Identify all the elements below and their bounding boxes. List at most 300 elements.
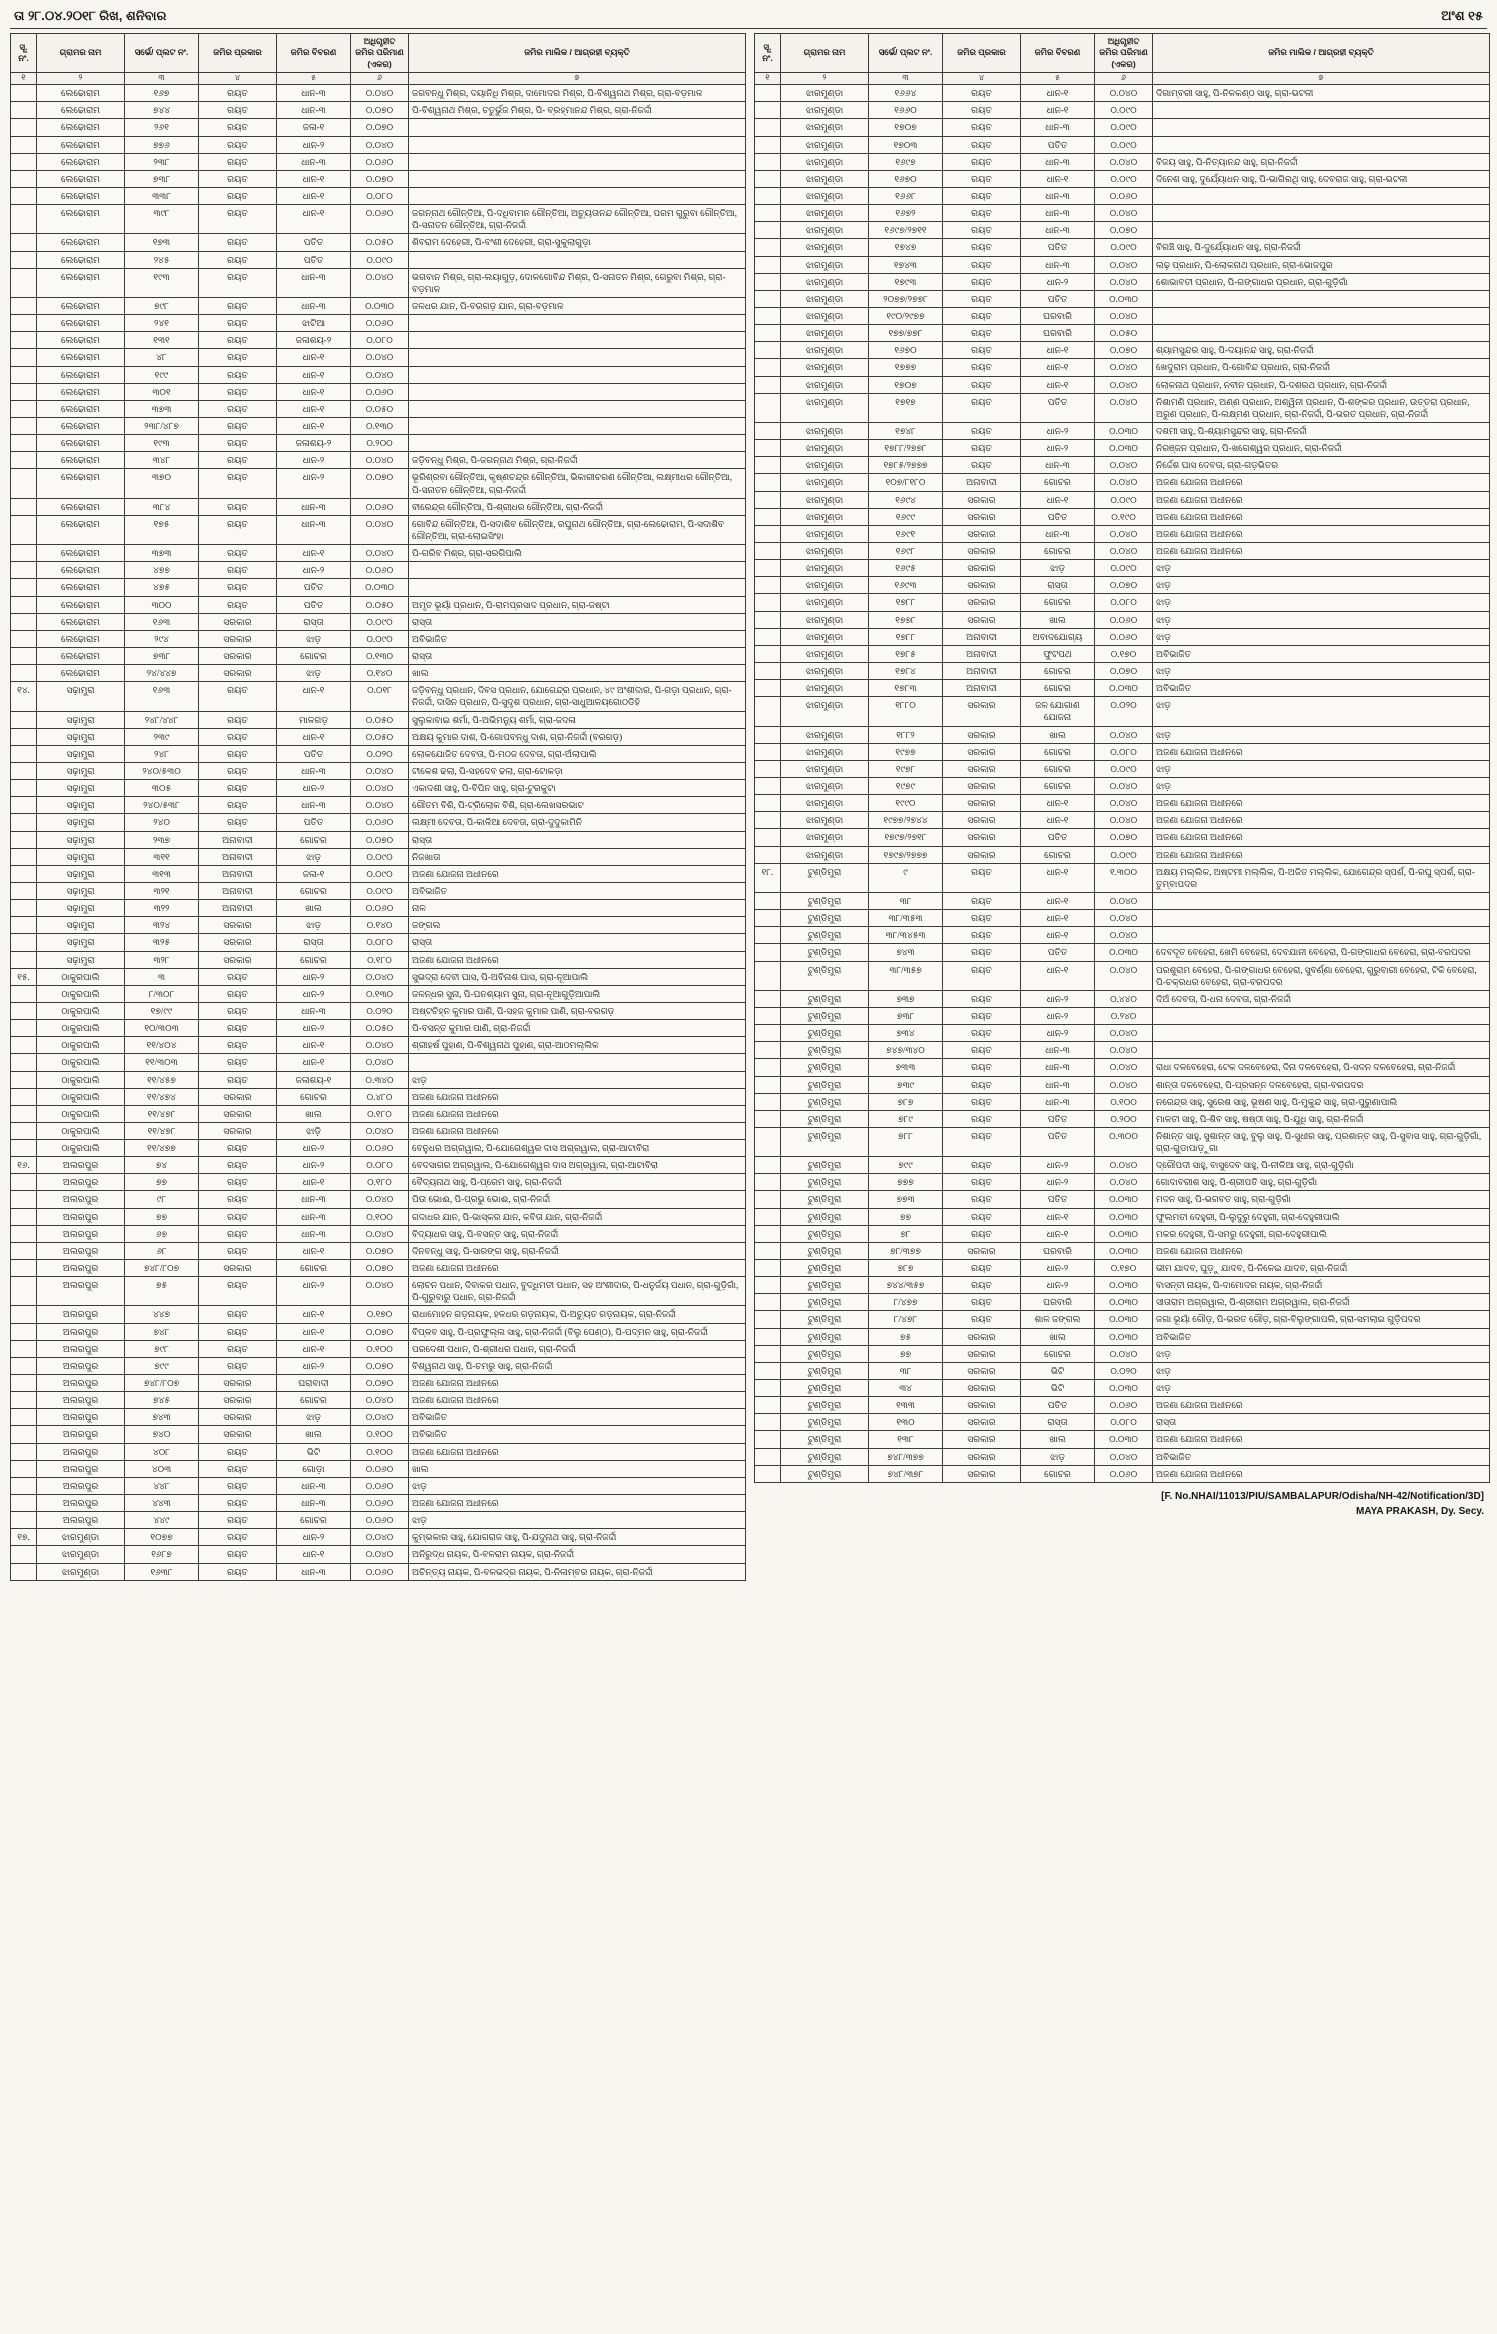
table-row [11, 383, 746, 400]
land-type: ରୟତ [943, 1076, 1021, 1093]
survey-plot-no: ୧୬୭୨ [869, 205, 943, 222]
owner-name: ଅଜଣା ଯୋଜନା ଅଧୀନରେ [1153, 508, 1490, 525]
village-name: ଟୁଣ୍ଡିମୁରା [781, 990, 869, 1007]
land-type: ରୟତ [199, 728, 277, 745]
land-type: ଅନାବାଦୀ [943, 628, 1021, 645]
village-name: ଅଲରପୁର [37, 1426, 125, 1443]
table-row [11, 951, 746, 968]
acquired-area: ୦.୨୦୦ [1095, 1110, 1153, 1127]
village-name: ଟୁଣ୍ଡିମୁରା [781, 1345, 869, 1362]
land-type: ରୟତ [943, 188, 1021, 205]
owner-name: ଶିବରାମ ଦେହେରୀ, ପି-ବଂଶୀ ଦେହେରୀ, ଗ୍ରା-ସୁକୁଲାଗୁଡ଼ା [409, 234, 746, 251]
land-description: ରାସ୍ତା [1021, 1414, 1095, 1431]
land-description: ଜଳାଶୟ-୨ [277, 332, 351, 349]
sl-no [755, 393, 781, 422]
owner-name: ଲୋକଯୋଜିତ ଦେବତା, ପି-ମଠଜ ଦେବତା, ଗ୍ରା-ଅଁଲାପାଲି [409, 745, 746, 762]
acquired-area: ୦.୦୯୦ [1095, 136, 1153, 153]
owner-name [1153, 119, 1490, 136]
land-description: ରାସ୍ତା [277, 934, 351, 951]
survey-plot-no: ୨୪୦/୫୩୦ [125, 762, 199, 779]
owner-name [1153, 205, 1490, 222]
sl-no [11, 153, 37, 170]
survey-plot-no: ୧୬୯୭/୨୭୧୧ [869, 222, 943, 239]
land-description: ଧାନ-୧ [277, 205, 351, 234]
land-description: ଗୋଚର [1021, 662, 1095, 679]
sl-no [11, 579, 37, 596]
survey-plot-no: ୧୭୧୭ [869, 393, 943, 422]
acquired-area: ୦.୦୪୦ [351, 1546, 409, 1563]
village-name: ଟୁଣ୍ଡିମୁରା [781, 1311, 869, 1328]
owner-name [1153, 1042, 1490, 1059]
village-name: ଟୁଣ୍ଡିମୁରା [781, 1431, 869, 1448]
table-row [11, 780, 746, 797]
survey-plot-no: ୭୩୯ [869, 1076, 943, 1093]
owner-name [409, 332, 746, 349]
land-type: ସରକାର [199, 1375, 277, 1392]
land-description: ଧାନ-୧ [277, 1546, 351, 1563]
table-row [755, 1380, 1490, 1397]
land-description: ଘରବାରି [1021, 325, 1095, 342]
table-row [11, 298, 746, 315]
table-row [755, 829, 1490, 846]
village-name: ଝାରମୁଣ୍ଡା [781, 342, 869, 359]
table-row [11, 814, 746, 831]
sl-no [11, 498, 37, 515]
survey-plot-no: ୭୩୮ [869, 1007, 943, 1024]
acquired-area: ୦.୦୪୦ [1095, 910, 1153, 927]
sl-no [755, 102, 781, 119]
land-description: ଧାନ-୨ [1021, 990, 1095, 1007]
table-row [755, 1110, 1490, 1127]
village-name: ସଢ଼ାମୁରା [37, 682, 125, 711]
acquired-area: ୦.୦୭୦ [1095, 222, 1153, 239]
village-name: ଝାରମୁଣ୍ଡା [781, 85, 869, 102]
owner-name: ମାଳତୀ ସାହୁ, ପି-ଶିବ ସାହୁ, ଷଷ୍ଠୀ ସାହୁ, ପି-ଯୁଧି ସାହୁ, ଗ୍ରା-ନିଜର୍ଦ୍ଦୀ [1153, 1110, 1490, 1127]
land-description: ଝାଡ଼ [1021, 560, 1095, 577]
sl-no [755, 1059, 781, 1076]
village-name: ଝାରମୁଣ୍ଡା [781, 628, 869, 645]
owner-name: ଖାଲ [409, 665, 746, 682]
land-type: ରୟତ [199, 1140, 277, 1157]
table-row [11, 1277, 746, 1306]
survey-plot-no: ୪୮ [125, 349, 199, 366]
land-type: ସରକାର [943, 577, 1021, 594]
table-row [755, 1414, 1490, 1431]
sl-no [755, 697, 781, 726]
village-name: ଅଲରପୁର [37, 1375, 125, 1392]
owner-name: ପି-ବିଶ୍ୱନାଥ ମିଶ୍ର, ଚତୁର୍ଭୁଜ ମିଶ୍ର, ପି- ବ୍ରହ୍ମାନନ୍ଦ ମିଶ୍ର, ଗ୍ରା-ନିଜର୍ଦ୍ଦୀ [409, 102, 746, 119]
sl-no [755, 1076, 781, 1093]
acquired-area: ୦.୦୪୦ [1095, 1448, 1153, 1465]
table-row [755, 376, 1490, 393]
village-name: ଅଲରପୁର [37, 1460, 125, 1477]
acquired-area: ୦.୧୭୦ [1095, 645, 1153, 662]
owner-name: ଝାଡ଼ [1153, 760, 1490, 777]
land-description: ଧାନ-୧ [1021, 102, 1095, 119]
land-description: ଧାନ-୧ [277, 1054, 351, 1071]
table-row [755, 440, 1490, 457]
land-description: ଧାନ-୨ [277, 136, 351, 153]
village-name: ଝାରମୁଣ୍ଡା [781, 440, 869, 457]
land-description: ଶାଳ ଜଙ୍ଗଲ [1021, 1311, 1095, 1328]
sl-no [11, 400, 37, 417]
survey-plot-no: ୧୭୮୫/୨୭୭୭ [869, 457, 943, 474]
survey-plot-no: ୭୫ [869, 1328, 943, 1345]
survey-plot-no: ୭୩୮ [125, 170, 199, 187]
acquired-area: ୦.୦୭୦ [351, 1323, 409, 1340]
owner-name: ଝାଡ଼ [1153, 662, 1490, 679]
acquired-area: ୦.୩୪୦ [351, 1071, 409, 1088]
table-row [11, 1529, 746, 1546]
survey-plot-no: ୧୩୩ [869, 1397, 943, 1414]
village-name: ଅଲରପୁର [37, 1157, 125, 1174]
sl-no [11, 630, 37, 647]
owner-name: ଅଜଣା ଯୋଜନା ଅଧୀନରେ [409, 865, 746, 882]
owner-name: ରାସ୍ତା [409, 831, 746, 848]
village-name: ଠାକୁରପାଲି [37, 1037, 125, 1054]
village-name: ଲେଢୋରାମ [37, 613, 125, 630]
sl-no [755, 153, 781, 170]
land-type: ରୟତ [943, 273, 1021, 290]
survey-plot-no: ୨୯୪ [125, 630, 199, 647]
land-type: ରୟତ [199, 153, 277, 170]
village-name: ଝାରମୁଣ୍ଡା [781, 491, 869, 508]
acquired-area: ୦.୦୫୦ [351, 400, 409, 417]
acquired-area: ୦.୦୯୦ [351, 865, 409, 882]
acquired-area: ୦.୦୨୦ [1095, 697, 1153, 726]
survey-plot-no: ୭୪୪ [125, 102, 199, 119]
acquired-area: ୦.୦୭୦ [351, 1260, 409, 1277]
table-row [11, 1140, 746, 1157]
land-description: ପତିତ [1021, 1110, 1095, 1127]
sl-no [11, 1174, 37, 1191]
land-description: ଧାନ-୩ [277, 268, 351, 297]
table-row [755, 560, 1490, 577]
survey-plot-no: ୧୬୯୮ [869, 543, 943, 560]
acquired-area: ୦.୦୯୦ [1095, 560, 1153, 577]
owner-name: ଭୀମ ଯାଦବ, ଘୁଡ଼ୁ ଯାଦବ, ପି-ନିଳେଇ ଯାଦବ, ଗ୍ରା-ନିଜର୍ଦ୍ଦୀ [1153, 1260, 1490, 1277]
table-row [11, 251, 746, 268]
land-type: ରୟତ [943, 1260, 1021, 1277]
sl-no [11, 728, 37, 745]
land-description: ପତିତ [1021, 508, 1095, 525]
sl-no [755, 508, 781, 525]
survey-plot-no: ୧୭୭୭ [869, 359, 943, 376]
sl-no [755, 290, 781, 307]
village-name: ଝାରମୁଣ୍ଡା [781, 543, 869, 560]
owner-name [1153, 910, 1490, 927]
land-type: ରୟତ [943, 1110, 1021, 1127]
sl-no [11, 251, 37, 268]
acquired-area: ୦.୦୪୦ [351, 85, 409, 102]
acquired-area: ୦.୦୯୦ [351, 630, 409, 647]
owner-name: ଅବିଭାଜିତ [1153, 680, 1490, 697]
owner-name: ଝାଡ଼ [1153, 1345, 1490, 1362]
land-type: ରୟତ [943, 136, 1021, 153]
land-description: ଧାନ-୩ [1021, 457, 1095, 474]
survey-plot-no: ୭୯୮ [125, 298, 199, 315]
land-type: ରୟତ [199, 682, 277, 711]
table-row [755, 205, 1490, 222]
land-description: ଜଳା-୧ [277, 865, 351, 882]
table-row [11, 1157, 746, 1174]
village-name: ସଢ଼ାମୁରା [37, 831, 125, 848]
land-type: ସରକାର [943, 795, 1021, 812]
table-row [11, 1054, 746, 1071]
land-type: ରୟତ [943, 1157, 1021, 1174]
sl-no [11, 951, 37, 968]
survey-plot-no: ୧୭୦୩ [869, 136, 943, 153]
land-description: ଧାନ-୨ [277, 968, 351, 985]
table-row [11, 1512, 746, 1529]
column-number: ୭ [1153, 73, 1490, 85]
land-type: ସରକାର [943, 829, 1021, 846]
village-name: ଝାରମୁଣ୍ଡା [37, 1563, 125, 1580]
land-description: ଘରବାରି [1021, 308, 1095, 325]
land-description: ଧାନ-୨ [277, 469, 351, 498]
acquired-area: ୦.୦୫୦ [351, 728, 409, 745]
land-description: ଗୋଚର [1021, 680, 1095, 697]
acquired-area: ୦.୧୭୦ [1095, 1260, 1153, 1277]
acquired-area: ୦.୦୨୦ [1095, 1362, 1153, 1379]
survey-plot-no: ୭୭୭ [869, 1174, 943, 1191]
village-name: ଝାରମୁଣ୍ଡା [781, 423, 869, 440]
sl-no [755, 1225, 781, 1242]
village-name: ସଢ଼ାମୁରା [37, 745, 125, 762]
village-name: ଟୁଣ୍ଡିମୁରା [781, 1260, 869, 1277]
survey-plot-no: ୪୦୩ [125, 1460, 199, 1477]
table-row [755, 944, 1490, 961]
table-row [11, 1037, 746, 1054]
owner-name: ଜଗା ଭୂୟାଁ ଗୌଡ଼, ପି-ଭରତ ଗୌଡ଼, ଗ୍ରା-ବିଲୁଙ୍ଗାପଲି, ଗ୍ରା-ସମଲାଇ ଗୁଡ଼ିପଦର [1153, 1311, 1490, 1328]
table-row [755, 697, 1490, 726]
sl-no [755, 1174, 781, 1191]
owner-name: ଦିଗାମ୍ବରୀ ସାହୁ, ପି-ନିଳକଣ୍ଠ ସାହୁ, ଗ୍ରା-ଭଟଳୀ [1153, 85, 1490, 102]
sl-no [11, 1037, 37, 1054]
acquired-area: ୦.୨୪୦ [1095, 1007, 1153, 1024]
land-type: ସରକାର [943, 594, 1021, 611]
table-row [11, 1002, 746, 1019]
sl-no [11, 1191, 37, 1208]
sl-no [11, 848, 37, 865]
sl-no [11, 545, 37, 562]
land-description: ଗୋଚର [277, 647, 351, 664]
village-name: ଟୁଣ୍ଡିମୁରା [781, 1294, 869, 1311]
acquired-area: ୦.୦୪୦ [1095, 726, 1153, 743]
village-name: ଲେଢୋରାମ [37, 545, 125, 562]
table-row [11, 1477, 746, 1494]
survey-plot-no: ୭୭୩ [869, 1191, 943, 1208]
acquired-area: ୦.୦୪୦ [1095, 393, 1153, 422]
sl-no [11, 119, 37, 136]
column-header: ଜମିର ବିବରଣ [277, 34, 351, 73]
village-name: ଝାରମୁଣ୍ଡା [781, 102, 869, 119]
sl-no [755, 560, 781, 577]
owner-name: ଅବିଭାଜିତ [409, 630, 746, 647]
land-description: ଗୋଚର [1021, 1345, 1095, 1362]
table-row [755, 1362, 1490, 1379]
village-name: ସଢ଼ାମୁରା [37, 934, 125, 951]
land-description: ଧାନ-୧ [277, 383, 351, 400]
owner-name: ଅଜଣା ଯୋଜନା ଅଧୀନରେ [1153, 474, 1490, 491]
sl-no [755, 1448, 781, 1465]
survey-plot-no: ୭୪୮/୮୦୭ [125, 1375, 199, 1392]
owner-name: ଜଡ଼ିବନ୍ଧୁ ମିଶ୍ର, ପି-ଜଗନ୍ନାଥ ମିଶ୍ର, ଗ୍ରା-ନିଜର୍ଦ୍ଦୀ [409, 452, 746, 469]
land-description: ଧାନ-୩ [277, 1495, 351, 1512]
survey-plot-no: ୧୬୭ [125, 85, 199, 102]
owner-name: ନରେନ୍ଦ୍ର ସାହୁ, ସୁରେଶ ସାହୁ, ଭୂଷଣ ସାହୁ, ପି-ମୁକୁନ୍ଦ ସାହୁ, ଗ୍ରା-ପୁରୁଣାପାଲି [1153, 1093, 1490, 1110]
village-name: ଝାରମୁଣ୍ଡା [781, 812, 869, 829]
owner-name: ଅଜଣା ଯୋଜନା ଅଧୀନରେ [409, 1375, 746, 1392]
survey-plot-no: ୧୯୯ [125, 366, 199, 383]
owner-name: ନିଶାମଣି ପ୍ରଧାନ, ଅଣ୍ଣ ପ୍ରଧାନ, ଅଶ୍ୱିନୀ ପ୍ରଧାନ, ପି-ଶଙ୍କର ପ୍ରଧାନ, ଉତ୍ତରା ପ୍ରଧାନ, ଅରୁଣ ପ୍ରଧାନ, ପି-ଲକ୍ଷ୍ମଣ ପ୍ରଧାନ, ଗ୍ରା-ନିଜର୍ଦ୍ଦୀ, ପି-ଭରତ ପ୍ରଧାନ, ଗ୍ରା-ନିଜର୍ଦ୍ଦୀ [1153, 393, 1490, 422]
sl-no [11, 102, 37, 119]
land-description: ଧାନ-୧ [277, 188, 351, 205]
village-name: ଟୁଣ୍ଡିମୁରା [781, 944, 869, 961]
survey-plot-no: ୭୮୭ [869, 1260, 943, 1277]
land-type: ରୟତ [943, 119, 1021, 136]
land-type: ରୟତ [943, 910, 1021, 927]
table-row [11, 797, 746, 814]
sl-no [11, 1260, 37, 1277]
land-type: ସରକାର [199, 1088, 277, 1105]
land-type: ରୟତ [199, 579, 277, 596]
land-description: ଧାନ-୧ [277, 1340, 351, 1357]
table-row [11, 917, 746, 934]
sl-no [755, 944, 781, 961]
owner-name: ଭୂରିଶ୍ରବା ଗୌନ୍ତିଆ, କୃଷ୍ଣଚନ୍ଦ୍ର ଗୌନ୍ତିଆ, ଭିକାରୀଚରଣ ଗୌନ୍ତିଆ, ଲକ୍ଷ୍ମୀଧର ଗୌନ୍ତିଆ, ପି-ସନାତନ ଗୌନ୍ତିଆ, ଗ୍ରା-ନିଜର୍ଦ୍ଦୀ [409, 469, 746, 498]
table-row [755, 812, 1490, 829]
sl-no [755, 892, 781, 909]
acquired-area: ୦.୦୪୦ [1095, 927, 1153, 944]
land-type: ରୟତ [199, 545, 277, 562]
table-row [11, 900, 746, 917]
table-row [11, 1563, 746, 1580]
survey-plot-no: ୭୪୩ [125, 1409, 199, 1426]
survey-plot-no: ୧୯୭୭/୨୭୪୪ [869, 812, 943, 829]
land-type: ରୟତ [199, 1002, 277, 1019]
land-description: ପତିତ [1021, 393, 1095, 422]
table-row [11, 1306, 746, 1323]
sl-no [755, 543, 781, 560]
acquired-area: ୦.୦୪୦ [1095, 376, 1153, 393]
owner-name: ବିଜୟ ସାହୁ, ପି-ନିତ୍ୟାନନ୍ଦ ସାହୁ, ଗ୍ରା-ନିଜର୍ଦ୍ଦୀ [1153, 153, 1490, 170]
village-name: ଟୁଣ୍ଡିମୁରା [781, 1465, 869, 1482]
land-description: ଧାନ-୩ [1021, 119, 1095, 136]
sl-no [11, 383, 37, 400]
acquired-area: ୦.୦୯୦ [1095, 491, 1153, 508]
village-name: ଲେଢୋରାମ [37, 349, 125, 366]
land-type: ସରକାର [943, 1448, 1021, 1465]
owner-name: ଝାଡ଼ [1153, 777, 1490, 794]
land-description: ଜଳ ଯୋଗାଣ ଯୋଜନା [1021, 697, 1095, 726]
sl-no [755, 760, 781, 777]
survey-plot-no: ୭୮୭ [869, 1093, 943, 1110]
village-name: ଲେଢୋରାମ [37, 315, 125, 332]
sl-no [11, 1105, 37, 1122]
land-description: ଗୋଡ଼ା [277, 1460, 351, 1477]
acquired-area: ୧.୩୦୦ [1095, 863, 1153, 892]
owner-name: ରାସ୍ତା [409, 934, 746, 951]
village-name: ଠାକୁରପାଲି [37, 1002, 125, 1019]
column-header: ଗ୍ରାମର ନାମ [37, 34, 125, 73]
land-type: ସରକାର [199, 1426, 277, 1443]
land-type: ସରକାର [943, 777, 1021, 794]
land-type: ସରକାର [943, 508, 1021, 525]
survey-plot-no: ୧୯୯୦ [869, 795, 943, 812]
land-description: ଧାନ-୧ [1021, 1208, 1095, 1225]
table-row [11, 1191, 746, 1208]
land-description: ଜଳାଶୟ-୧ [277, 1071, 351, 1088]
survey-plot-no: ୧୯୭୭ [869, 743, 943, 760]
column-header: ଜମିର ପ୍ରକାର [943, 34, 1021, 73]
owner-name: ବୈଦ୍ୟନାଥ ସାହୁ, ପି-ପ୍ରେମ ସାହୁ, ଗ୍ରା-ନିଜର୍ଦ୍ଦୀ [409, 1174, 746, 1191]
acquired-area: ୦.୧୪୦ [351, 665, 409, 682]
land-description: ଧାନ-୩ [277, 515, 351, 544]
land-description: ଧାନ-୧ [1021, 342, 1095, 359]
land-description: ଧାନ-୧ [277, 170, 351, 187]
owner-name: ମଦନ ସାହୁ, ପି-ଭଗବତ ସାହୁ, ଗ୍ରା-ଗୁଡ଼ିଗାଁ [1153, 1191, 1490, 1208]
survey-plot-no: ୪୪୯ [125, 1512, 199, 1529]
land-description: ଖାଲ [277, 1105, 351, 1122]
sl-no [755, 525, 781, 542]
village-name: ଅଲରପୁର [37, 1191, 125, 1208]
table-row [755, 1076, 1490, 1093]
acquired-area: ୦.୦୬୦ [351, 1495, 409, 1512]
land-description: ଧାନ-୧ [1021, 376, 1095, 393]
land-description: ଧାନ-୩ [277, 153, 351, 170]
land-type: ରୟତ [199, 170, 277, 187]
survey-plot-no: ୧୩୧ [125, 332, 199, 349]
acquired-area: ୦.୦୪୦ [351, 1529, 409, 1546]
acquired-area: ୦.୧୮୦ [351, 951, 409, 968]
land-type: ସରକାର [199, 1122, 277, 1139]
land-type: ରୟତ [199, 515, 277, 544]
village-name: ସଢ଼ାମୁରା [37, 917, 125, 934]
village-name: ଝାରମୁଣ୍ଡା [781, 273, 869, 290]
survey-plot-no: ୧୮୮୦ [869, 697, 943, 726]
village-name: ଅଲରପୁର [37, 1306, 125, 1323]
land-description: ଧାନ-୩ [1021, 1042, 1095, 1059]
sl-no [755, 577, 781, 594]
village-name: ଲେଢୋରାମ [37, 119, 125, 136]
acquired-area: ୦.୦୩୦ [1095, 1277, 1153, 1294]
sl-no [755, 1208, 781, 1225]
survey-plot-no: ୨୪/୪୪୭ [125, 665, 199, 682]
owner-name: ସୀତାରାମ ଅଗ୍ରୱାଲ, ପି-ଶ୍ରୀରାମ ଅଗ୍ରୱାଲ, ଗ୍ରା-ନିଜର୍ଦ୍ଦୀ [1153, 1294, 1490, 1311]
owner-name: ଗୌତମ ବିଶି, ପି-ଟ୍ରିଲୋକ ବିଶି, ଗ୍ରା-ଲେଖସରଭାଟ [409, 797, 746, 814]
village-name: ଟୁଣ୍ଡିମୁରା [781, 1397, 869, 1414]
survey-plot-no: ୭୯୯ [869, 1157, 943, 1174]
owner-name [1153, 188, 1490, 205]
land-type: ରୟତ [199, 418, 277, 435]
survey-plot-no: ୧୬୯୯ [869, 508, 943, 525]
survey-plot-no: ୭୭ [125, 1174, 199, 1191]
land-description: ଗୋଚର [277, 951, 351, 968]
owner-name: ଶ୍ୟାମସୁନ୍ଦର ସାହୁ, ପି-ଦୟାନନ୍ଦ ସାହୁ, ଗ୍ରା-ନିଜର୍ଦ୍ଦୀ [1153, 342, 1490, 359]
table-row [755, 863, 1490, 892]
land-description: ଭିଟି [1021, 1380, 1095, 1397]
land-description: ଧାନ-୨ [1021, 423, 1095, 440]
land-type: ରୟତ [943, 961, 1021, 990]
village-name: ଠାକୁରପାଲି [37, 1088, 125, 1105]
sl-no [11, 1477, 37, 1494]
sl-no [11, 418, 37, 435]
table-row [11, 1392, 746, 1409]
table-row [755, 1311, 1490, 1328]
village-name: ଟୁଣ୍ଡିମୁରା [781, 1110, 869, 1127]
village-name: ସଢ଼ାମୁରା [37, 882, 125, 899]
